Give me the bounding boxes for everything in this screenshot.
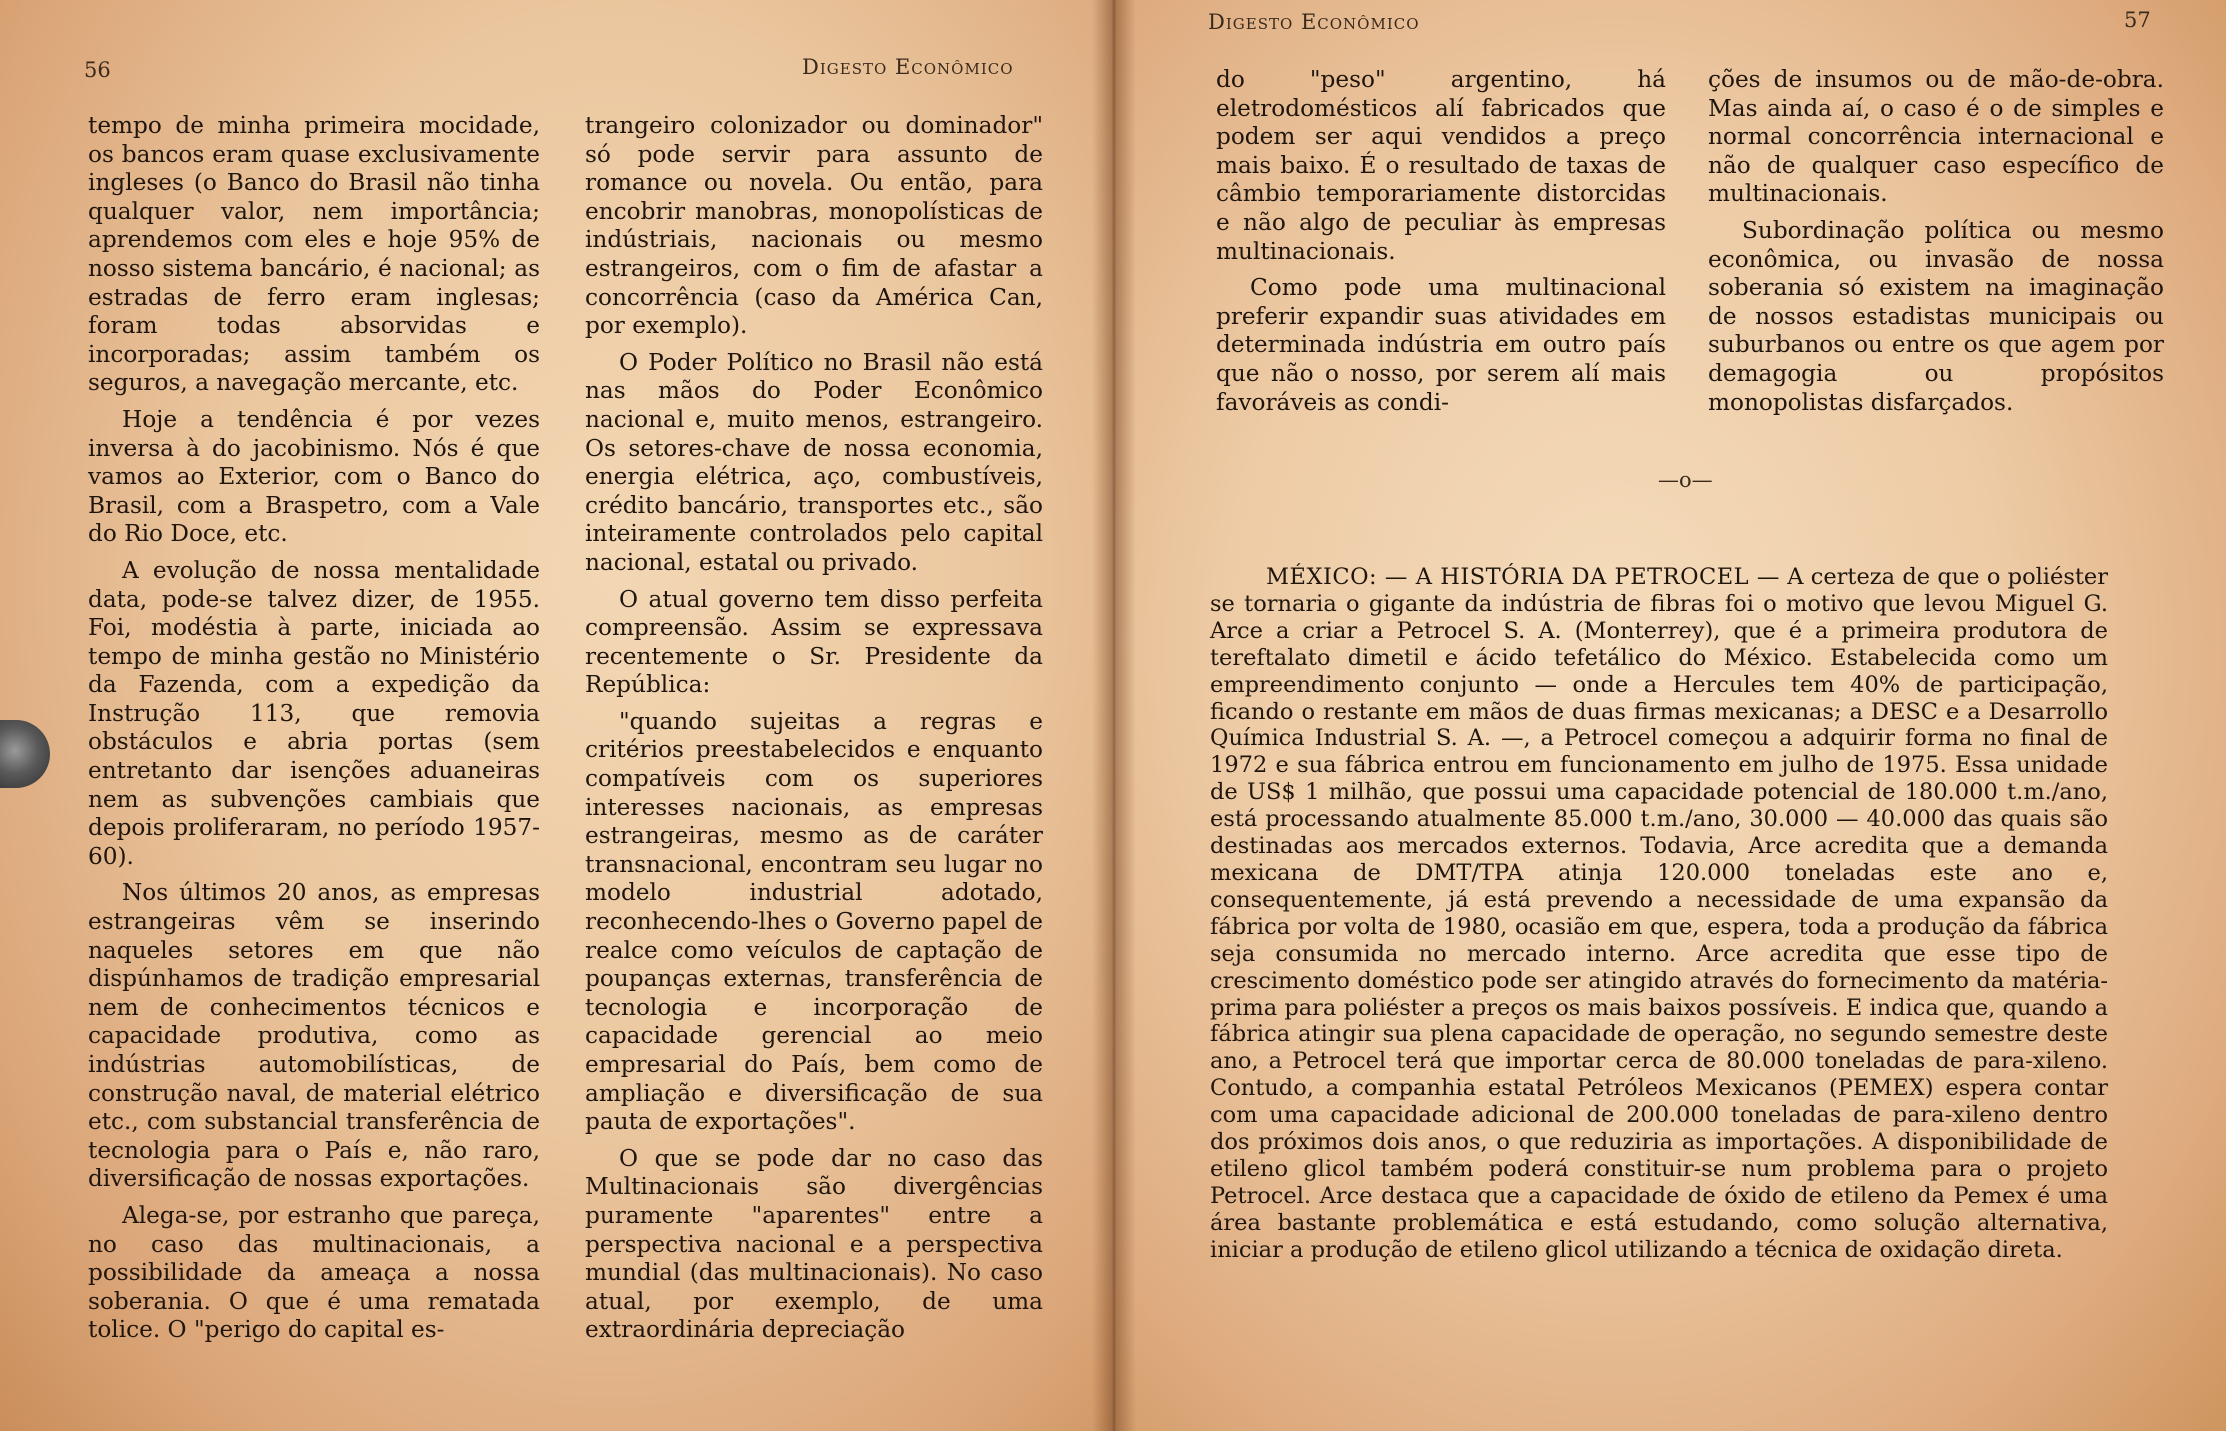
- page-number: 56: [84, 58, 111, 82]
- running-head: Digesto Econômico: [1208, 10, 1420, 34]
- paragraph: Subordinação política ou mesmo econômica, ou invasão de nossa soberania só existem na imaginação de nossos estadistas municipais ou suburbanos ou entre os que agem por demagogia ou propósitos monopolistas disfarçados.: [1708, 216, 2164, 416]
- paragraph: Hoje a tendência é por vezes inversa à do jacobinismo. Nós é que vamos ao Exterior, com o Banco do Brasil, com a Braspetro, com a Vale do Rio Doce, etc.: [88, 405, 540, 548]
- paragraph: tempo de minha primeira mocidade, os bancos eram quase exclusivamente ingleses (o Banco do Brasil não tinha qualquer valor, nem importância; aprendemos com eles e hoje 95% de nosso sistema bancário, é nacional; as estradas de ferro eram inglesas; foram todas absorvidas e incorporadas; assim também os seguros, a navegação mercante, etc.: [88, 112, 540, 397]
- paragraph: O atual governo tem disso perfeita compreensão. Assim se expressava recentemente o Sr. Presidente da República:: [585, 585, 1043, 699]
- book-gutter: [1092, 0, 1136, 1431]
- paragraph: trangeiro colonizador ou dominador" só pode servir para assunto de romance ou novela. Ou então, para encobrir manobras, monopolísticas de indústriais, nacionais ou mesmo estrangeiros, com o fim de afastar a concorrência (caso da América Can, por exemplo).: [585, 112, 1043, 340]
- paragraph: O que se pode dar no caso das Multinacionais são divergências puramente "aparentes" entre a perspectiva nacional e a perspectiva mundial (das multinacionais). No caso atual, por exemplo, de uma extraordinária depreciação: [585, 1144, 1043, 1344]
- paragraph: Alega-se, por estranho que pareça, no caso das multinacionais, a possibilidade da ameaça a nossa soberania. O que é uma rematada tolice. O "perigo do capital es-: [88, 1201, 540, 1344]
- section-separator: —o—: [1658, 468, 1713, 492]
- article-paragraph: [1210, 564, 2108, 1264]
- petrocel-article: [1210, 564, 2108, 1264]
- left-column-2: [585, 112, 1043, 1353]
- paragraph: do "peso" argentino, há eletrodomésticos alí fabricados que podem ser aqui vendidos a preço mais baixo. É o resultado de taxas de câmbio temporariamente distorcidas e não algo de peculiar às empresas multinacionais.: [1216, 66, 1666, 265]
- right-column-1: [1216, 66, 1666, 425]
- article-body: A certeza de que o poliéster se tornaria o gigante da indústria de fibras foi o motivo que levou Miguel G. Arce a criar a Petrocel S. A. (Monterrey), que é a primeira produtora de tereftalato dimetil e ácido tefetálico do México. Estabelecida como um empreendimento conjunto — onde a Hercules tem 40% de participação, ficando o restante em mãos de duas firmas mexicanas; a DESC e a Desarrollo Química Industrial S. A. —, a Petrocel começou a adquirir forma no final de 1972 e sua fábrica entrou em funcionamento em julho de 1975. Essa unidade de US$ 1 milhão, que possui uma capacidade potencial de 180.000 t.m./ano, está processando atualmente 85.000 t.m./ano, 30.000 — 40.000 das quais são destinadas aos mercados externos. Todavia, Arce acredita que a demanda mexicana de DMT/TPA atinja 120.000 toneladas este ano e, consequentemente, já está prevendo a necessidade de uma expansão da fábrica por volta de 1980, ocasião em que, espera, toda a produção da fábrica seja consumida no mercado interno. Arce acredita que esse tipo de crescimento doméstico pode ser atingido através do fornecimento da matéria-prima para poliéster a preços os mais baixos possíveis. E indica que, quando a fábrica atingir sua plena capacidade de operação, no segundo semestre deste ano, a Petrocel terá que importar cerca de 80.000 toneladas de para-xileno. Contudo, a companhia estatal Petróleos Mexicanos (PEMEX) espera contar com uma capacidade adicional de 200.000 toneladas de para-xileno dentro dos próximos dois anos, o que reduziria as importações. A disponibilidade de etileno glicol também poderá constituir-se num problema para o projeto Petrocel. Arce destaca que a capacidade de óxido de etileno da Pemex é uma área bastante problemática e está estudando, como solução alternativa, iniciar a produção de etileno glicol utilizando a técnica de oxidação direta.: [1210, 564, 2108, 1263]
- page-number: 57: [2124, 8, 2151, 32]
- article-headline: MÉXICO: — A HISTÓRIA DA PETROCEL —: [1266, 564, 1780, 590]
- paragraph: O Poder Político no Brasil não está nas mãos do Poder Econômico nacional e, muito menos, estrangeiro. Os setores-chave de nossa economia, energia elétrica, aço, combustíveis, crédito bancário, transportes etc., são inteiramente controlados pelo capital nacional, estatal ou privado.: [585, 348, 1043, 576]
- left-page: [0, 0, 1112, 1431]
- paragraph: A evolução de nossa mentalidade data, pode-se talvez dizer, de 1955. Foi, modéstia à parte, iniciada ao tempo de minha gestão no Ministério da Fazenda, com a expedição da Instrução 113, que removia obstáculos e abria portas (sem entretanto dar isenções aduaneiras nem as subvenções cambiais que depois proliferaram, no período 1957-60).: [88, 556, 540, 870]
- presidential-quote: "quando sujeitas a regras e critérios preestabelecidos e enquanto compatíveis com os superiores interesses nacionais, as empresas estrangeiras, mesmo as de caráter transnacional, encontram seu lugar no modelo industrial adotado, reconhecendo-lhes o Governo papel de realce como veículos de captação de poupanças externas, transferência de tecnologia e incorporação de capacidade gerencial ao meio empresarial do País, bem como de ampliação e diversificação de sua pauta de exportações".: [585, 707, 1043, 1136]
- running-head: Digesto Econômico: [802, 55, 1014, 79]
- right-page: [1112, 0, 2226, 1431]
- left-column-1: [88, 112, 540, 1353]
- paragraph: Como pode uma multinacional preferir expandir suas atividades em determinada indústria em outro país que não o nosso, por serem alí mais favoráveis as condi-: [1216, 274, 1666, 416]
- right-column-2: [1708, 66, 2164, 425]
- paragraph: Nos últimos 20 anos, as empresas estrangeiras vêm se inserindo naqueles setores em que não dispúnhamos de tradição empresarial nem de conhecimentos técnicos e capacidade produtiva, como as indústrias automobilísticas, de construção naval, de material elétrico etc., com substancial transferência de tecnologia para o País e, não raro, diversificação de nossas exportações.: [88, 879, 540, 1193]
- paragraph: ções de insumos ou de mão-de-obra. Mas ainda aí, o caso é o de simples e normal concorrência internacional e não de qualquer caso específico de multinacionais.: [1708, 66, 2164, 208]
